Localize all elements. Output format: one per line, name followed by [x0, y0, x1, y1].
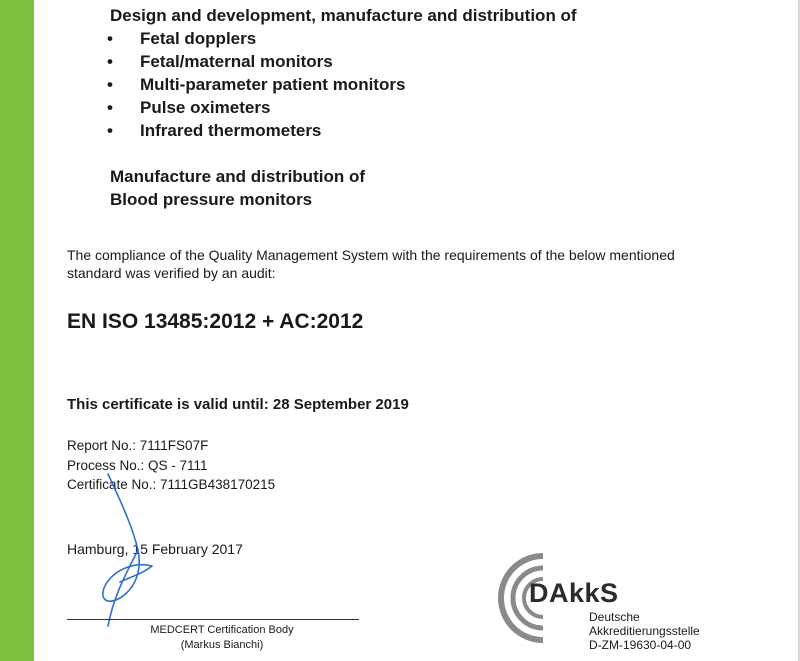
compliance-line-2: standard was verified by an audit: [67, 265, 276, 281]
scope-blood-pressure: Blood pressure monitors [110, 190, 313, 209]
signatory-name: (Markus Bianchi) [180, 639, 264, 651]
scope-item: • Infrared thermometers [107, 121, 322, 140]
compliance-statement [67, 246, 757, 282]
scope-item: • Multi-parameter patient monitors [107, 75, 406, 94]
scope-item: • Fetal dopplers [107, 29, 257, 48]
scope-heading-manufacture: Manufacture and distribution of [110, 167, 365, 186]
signatory-caption [132, 623, 312, 653]
handwritten-signature [80, 470, 190, 630]
bullet-icon: • [107, 52, 113, 71]
dakks-wordmark: DAkkS [529, 578, 619, 608]
bullet-icon: • [107, 98, 113, 117]
certification-body: MEDCERT Certification Body [150, 624, 294, 636]
green-accent-bar [0, 0, 34, 661]
compliance-line-1: The compliance of the Quality Management System with the requirements of the below mentioned [67, 247, 675, 263]
validity-statement: This certificate is valid until: 28 September 2019 [67, 396, 409, 413]
dakks-line-deutsche: Deutsche [589, 610, 640, 624]
standard-title: EN ISO 13485:2012 + AC:2012 [67, 310, 364, 333]
dakks-accreditation-number: D-ZM-19630-04-00 [589, 638, 692, 652]
place-and-date: Hamburg, 15 February 2017 [67, 541, 243, 557]
bullet-icon: • [107, 75, 113, 94]
certificate-number: Certificate No.: 7111GB438170215 [67, 477, 276, 492]
bullet-icon: • [107, 121, 113, 140]
bullet-icon: • [107, 29, 113, 48]
dakks-details [589, 610, 700, 652]
report-number: Report No.: 7111FS07F [67, 438, 209, 453]
certificate-scope [107, 4, 577, 211]
scope-product-list [107, 27, 577, 142]
dakks-line-akkreditierungsstelle: Akkreditierungsstelle [589, 624, 700, 638]
process-number: Process No.: QS - 7111 [67, 457, 208, 473]
signature-line [67, 619, 359, 620]
scope-item: • Pulse oximeters [107, 98, 271, 117]
scope-item: • Fetal/maternal monitors [107, 52, 333, 71]
scope-heading-design: Design and development, manufacture and distribution of [110, 6, 577, 25]
